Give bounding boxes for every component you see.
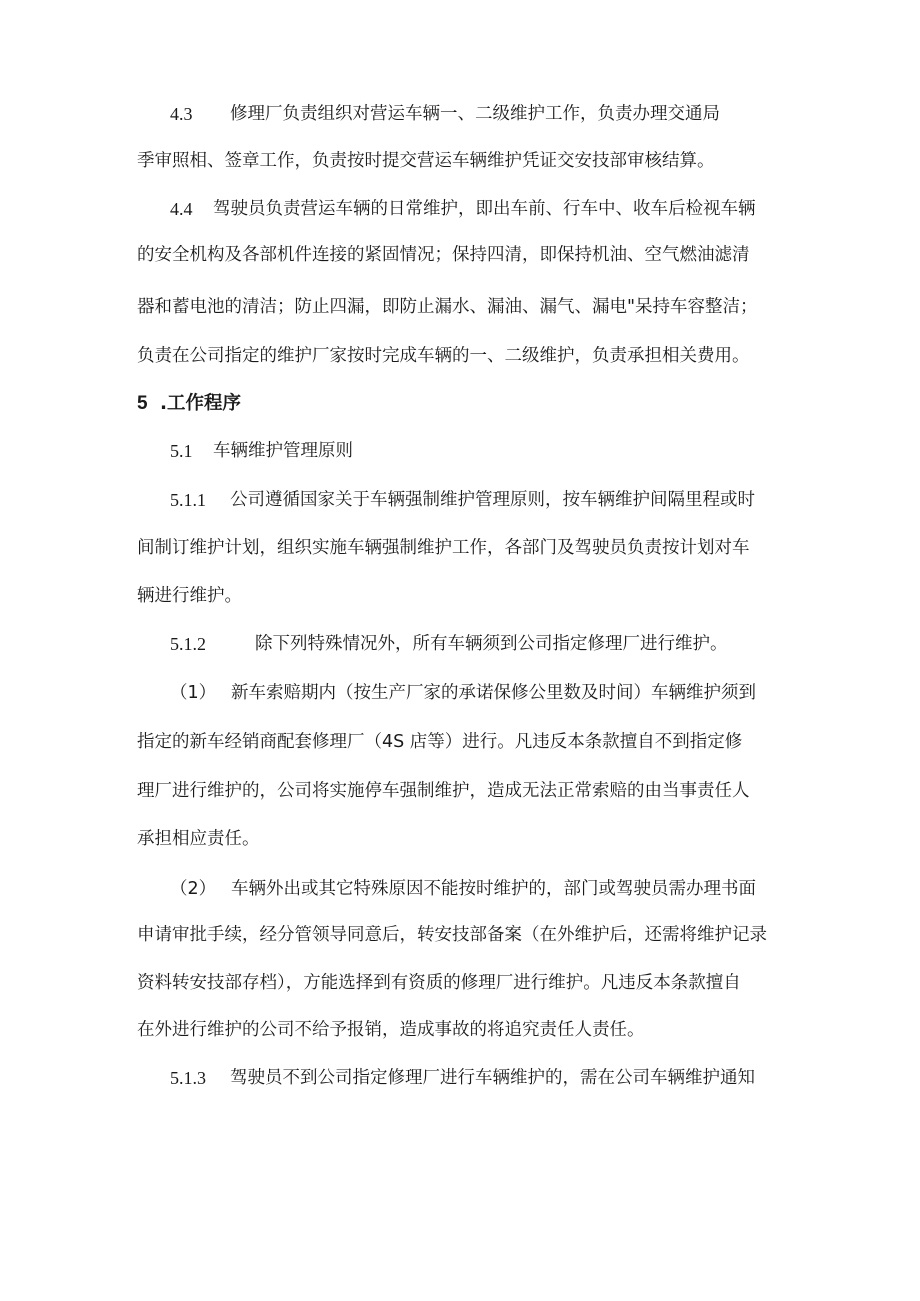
section-title: 车辆维护管理原则 [213,441,353,461]
section-number: 4.4 [170,199,193,219]
paragraph-text: 除下列特殊情况外，所有车辆须到公司指定修理厂进行维护。 [255,634,728,654]
paragraph-text: 在外进行维护的公司不给予报销，造成事故的将追究责任人责任。 [137,1020,645,1040]
paragraph-text: 车辆外出或其它特殊原因不能按时维护的，部门或驾驶员需办理书面 [231,879,756,899]
paragraph-text: 公司遵循国家关于车辆强制维护管理原则，按车辆维护间隔里程或时 [230,490,755,510]
section-number: 5 [137,393,148,414]
item-label: （1） [170,683,217,703]
item-label: （2） [170,879,217,899]
paragraph-text: 理厂进行维护的，公司将实施停车强制维护，造成无法正常索赔的由当事责任人 [137,781,750,801]
section-number: 5.1.1 [170,490,206,510]
section-number: 5.1.2 [170,634,206,654]
paragraph-text: 驾驶员不到公司指定修理厂进行车辆维护的，需在公司车辆维护通知 [230,1068,755,1088]
paragraph-text: 辆进行维护。 [137,586,242,606]
section-number: 5.1 [170,441,193,461]
paragraph-text: 器和蓄电池的清洁；防止四漏，即防止漏水、漏油、漏气、漏电"呆持车容整洁； [137,297,758,317]
paragraph-text: 指定的新车经销商配套修理厂（4S 店等）进行。凡违反本条款擅自不到指定修 [137,732,743,752]
paragraph-text: 负责在公司指定的维护厂家按时完成车辆的一、二级维护，负责承担相关费用。 [137,346,750,366]
paragraph-text: 承担相应责任。 [137,829,260,849]
paragraph-text: 资料转安技部存档），方能选择到有资质的修理厂进行维护。凡违反本条款擅自 [137,973,741,993]
paragraph-text: 间制订维护计划，组织实施车辆强制维护工作，各部门及驾驶员负责按计划对车 [137,538,750,558]
paragraph-text: 修理厂负责组织对营运车辆一、二级维护工作，负责办理交通局 [230,104,720,124]
paragraph-text: 季审照相、签章工作，负责按时提交营运车辆维护凭证交安技部审核结算。 [137,151,715,171]
paragraph-text: 申请审批手续，经分管领导同意后，转安技部备案（在外维护后，还需将维护记录 [137,925,767,945]
paragraph-text: 驾驶员负责营运车辆的日常维护，即出车前、行车中、收车后检视车辆 [213,199,756,219]
paragraph-text: 的安全机构及各部机件连接的紧固情况；保持四清，即保持机油、空气燃油滤清 [137,245,750,265]
section-number: 4.3 [170,104,193,124]
paragraph-text: 新车索赔期内（按生产厂家的承诺保修公里数及时间）车辆维护须到 [231,683,756,703]
section-number: 5.1.3 [170,1068,206,1088]
section-title: .工作程序 [160,393,242,414]
